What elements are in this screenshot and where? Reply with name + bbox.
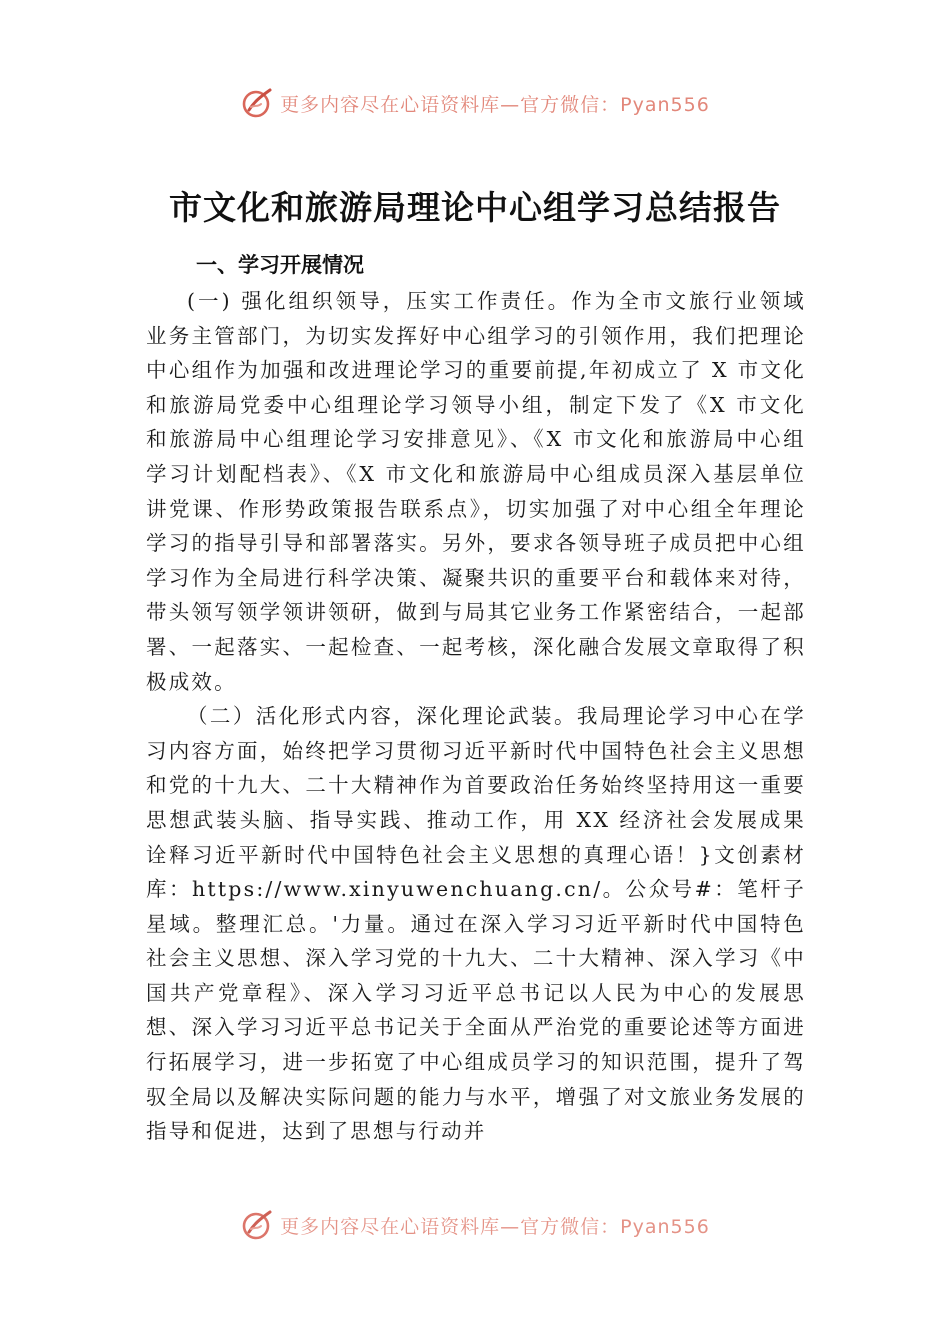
paragraph-1: (一) 强化组织领导，压实工作责任。作为全市文旅行业领域业务主管部门，为切实发挥好中心组学习的引领作用，我们把理论中心组作为加强和改进理论学习的重要前提,年初成立了 X 市文化和旅游局党委中心组理论学习领导小组，制定下发了《X 市文化和旅游局中心组理论学习安排意见》、《X 市文化和旅游局中心组学习计划配档表》、《X 市文化和旅游局中心组成员深入基层单位讲党课、作形势政策报告联系点》，切实加强了对中心组全年理论学习的指导引导和部署落实。另外，要求各领导班子成员把中心组学习作为全局进行科学决策、凝聚共识的重要平台和载体来对待，带头领写领学领讲领研，做到与局其它业务工作紧密结合，一起部署、一起落实、一起检查、一起考核，深化融合发展文章取得了积极成效。 [146, 289, 806, 694]
watermark-text: 更多内容尽在心语资料库—官方微信：Pyan556 [280, 93, 710, 116]
watermark-header [0, 86, 950, 120]
paragraph-2: （二）活化形式内容，深化理论武装。我局理论学习中心在学习内容方面，始终把学习贯彻习近平新时代中国特色社会主义思想和党的十九大、二十大精神作为首要政治任务始终坚持用这一重要思想武装头脑、指导实践、推动工作，用 XX 经济社会发展成果诠释习近平新时代中国特色社会主义思想的真理心语！}文创素材库：https://www.xinyuwenchuang.cn/。公众号#：笔杆子星域。整理汇总。'力量。通过在深入学习习近平新时代中国特色社会主义思想、深入学习党的十九大、二十大精神、深入学习《中国共产党章程》、深入学习习近平总书记以人民为中心的发展思想、深入学习习近平总书记关于全面从严治党的重要论述等方面进行拓展学习，进一步拓宽了中心组成员学习的知识范围，提升了驾驭全局以及解决实际问题的能力与水平，增强了对文旅业务发展的指导和促进，达到了思想与行动并 [146, 704, 806, 1144]
watermark-footer [0, 1208, 950, 1242]
watermark-text: 更多内容尽在心语资料库—官方微信：Pyan556 [280, 1215, 710, 1238]
brush-logo-icon [240, 86, 274, 120]
document-title: 市文化和旅游局理论中心组学习总结报告 [169, 188, 781, 227]
section-heading: 一、学习开展情况 [196, 253, 364, 277]
document-body [146, 284, 806, 1149]
brush-logo-icon [240, 1208, 274, 1242]
